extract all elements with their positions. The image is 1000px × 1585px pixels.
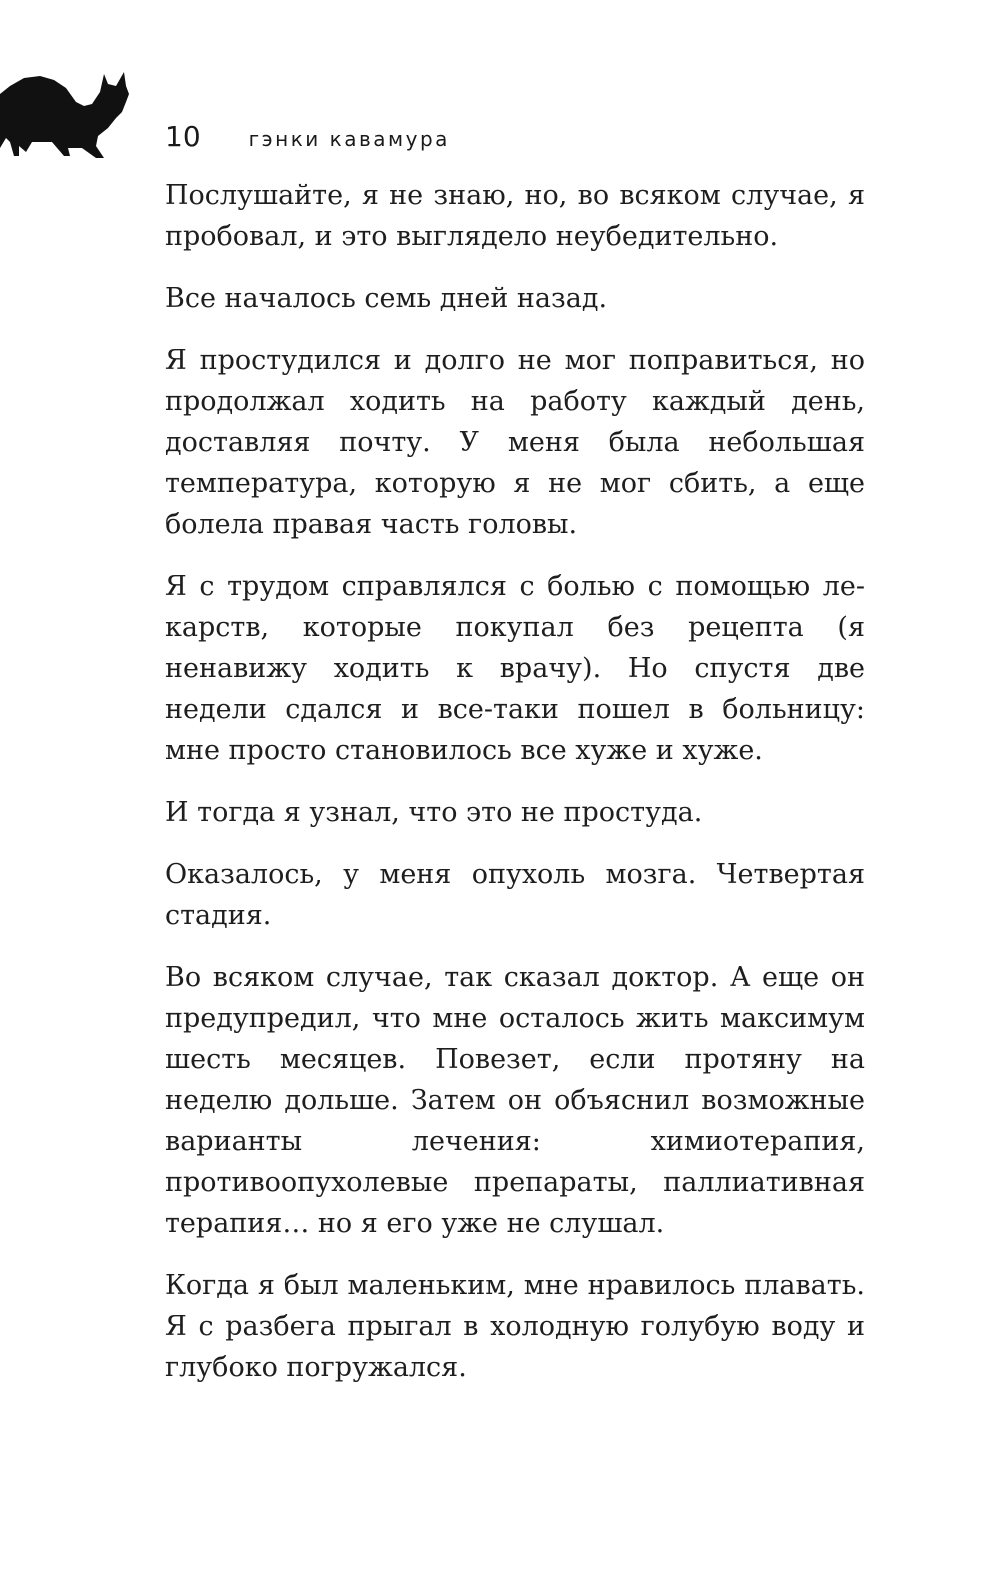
paragraph: Когда я был маленьким, мне нравилось плавать. Я с разбега прыгал в холодную голубую воду и глубоко погружался. (165, 1270, 865, 1383)
book-author: гэнки кавамура (248, 127, 450, 151)
paragraph: Во всяком случае, так сказал доктор. А еще он предупредил, что мне осталось жить максимум шесть месяцев. Повезет, если протяну на неделю дольше. Затем он объяснил возможные варианты лечения: химиотерапия, противоопухолевые препараты, паллиативная терапия… но я его уже не слушал. (165, 962, 865, 1239)
body-text (165, 175, 865, 1409)
paragraph: Я простудился и долго не мог поправиться, но продолжал ходить на работу каждый день, доставляя почту. У меня была небольшая температура, которую я не мог сбить, а еще болела правая часть головы. (165, 345, 865, 540)
paragraph: Послушайте, я не знаю, но, во всяком случае, я пробовал, и это выглядело неубедительно. (165, 180, 865, 252)
page-number: 10 (165, 120, 201, 153)
running-head (165, 120, 450, 160)
paragraph: Все началось семь дней назад. (165, 283, 608, 314)
paragraph: Оказалось, у меня опухоль мозга. Четвертая стадия. (165, 859, 865, 931)
paragraph: И тогда я узнал, что это не простуда. (165, 797, 703, 828)
paragraph: Я с трудом справлялся с болью с помощью лекарств, которые покупал без рецепта (я ненавижу ходить к врачу). Но спустя две недели сдался и все-таки пошел в больницу: мне просто становилось все хуже и хуже. (165, 571, 865, 766)
walking-cat-icon (0, 66, 132, 158)
